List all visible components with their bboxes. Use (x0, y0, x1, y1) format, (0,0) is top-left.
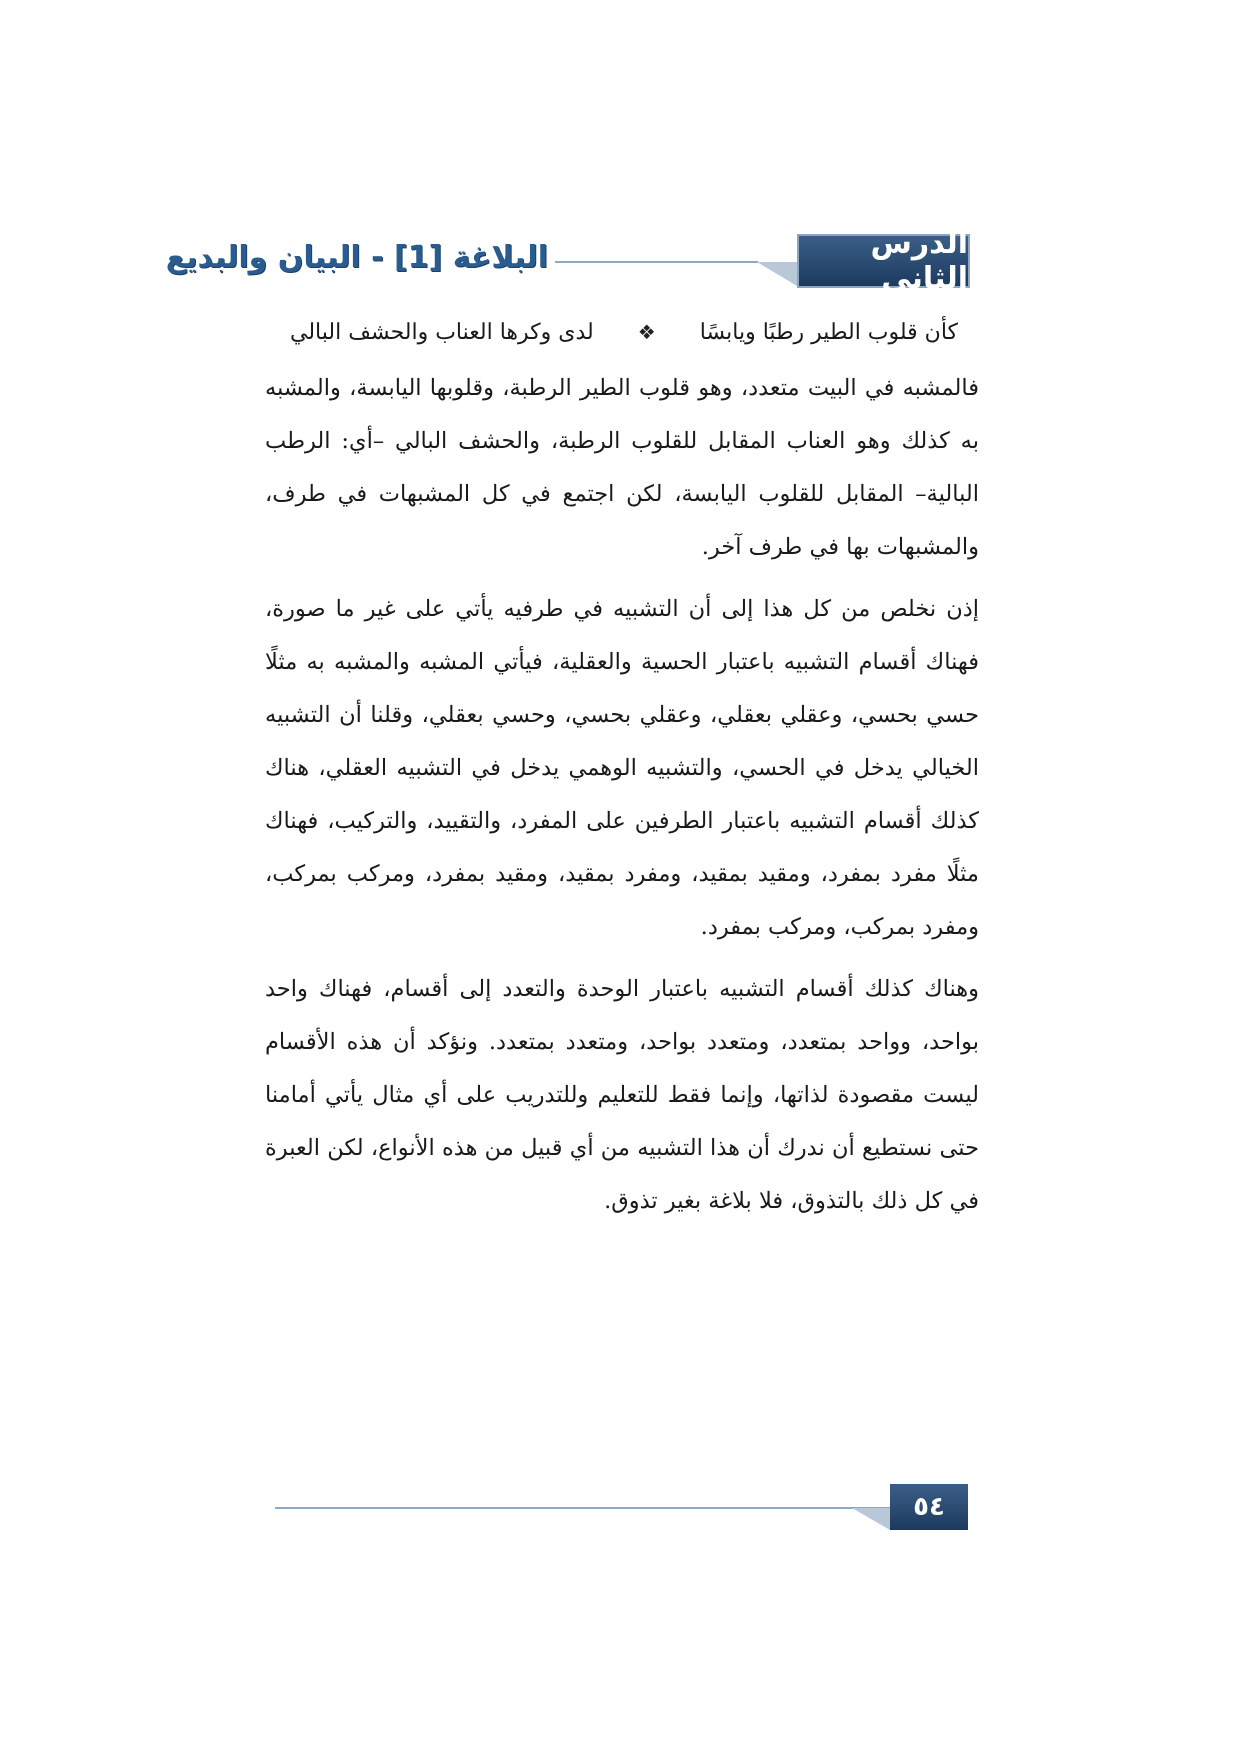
page-number: ٥٤ (890, 1484, 968, 1530)
lesson-label: الدرس الثاني (870, 226, 968, 296)
body-text (265, 362, 979, 1237)
verse-first-hemistich: كأن قلوب الطير رطبًا ويابسًا (699, 319, 958, 345)
verse-second-hemistich: لدى وكرها العناب والحشف البالي (290, 319, 594, 345)
paragraph: إذن نخلص من كل هذا إلى أن التشبيه في طرفيه يأتي على غير ما صورة، فهناك أقسام التشبيه باعتبار الحسية والعقلية، فيأتي المشبه والمشبه به مثلًا حسي بحسي، وعقلي بعقلي، وعقلي بحسي، وحسي بعقلي، وقلنا أن التشبيه الخيالي يدخل في الحسي، والتشبيه الوهمي يدخل في التشبيه العقلي، هناك كذلك أقسام التشبيه باعتبار الطرفين على المفرد، والتقييد، والتركيب، فهناك مثلًا مفرد بمفرد، ومقيد بمقيد، ومفرد بمقيد، ومقيد بمفرد، ومركب بمركب، ومفرد بمركب، ومركب بمفرد. (265, 596, 979, 940)
paragraph: فالمشبه في البيت متعدد، وهو قلوب الطير الرطبة، وقلوبها اليابسة، والمشبه به كذلك وهو العناب المقابل للقلوب الرطبة، والحشف البالي –أي: الرطب البالية– المقابل للقلوب اليابسة، لكن اجتمع في كل المشبهات في طرف، والمشبهات بها في طرف آخر. (265, 375, 979, 560)
lesson-badge (797, 226, 970, 296)
book-title: البلاغة [1] - البيان والبديع (165, 240, 548, 275)
footer-notch-decoration (852, 1508, 890, 1530)
poem-verse (290, 310, 958, 354)
paragraph: وهناك كذلك أقسام التشبيه باعتبار الوحدة والتعدد إلى أقسام، فهناك واحد بواحد، وواحد بمتعدد، ومتعدد بواحد، ومتعدد بمتعدد. ونؤكد أن هذه الأقسام ليست مقصودة لذاتها، وإنما فقط للتعليم وللتدريب على أي مثال يأتي أمامنا حتى نستطيع أن ندرك أن هذا التشبيه من أي قبيل من هذه الأنواع، لكن العبرة في كل ذلك بالتذوق، فلا بلاغة بغير تذوق. (265, 976, 979, 1214)
verse-separator-icon: ❖ (637, 320, 656, 344)
header-notch-decoration (757, 262, 797, 286)
header-rule (555, 261, 758, 263)
footer-rule (275, 1507, 895, 1509)
